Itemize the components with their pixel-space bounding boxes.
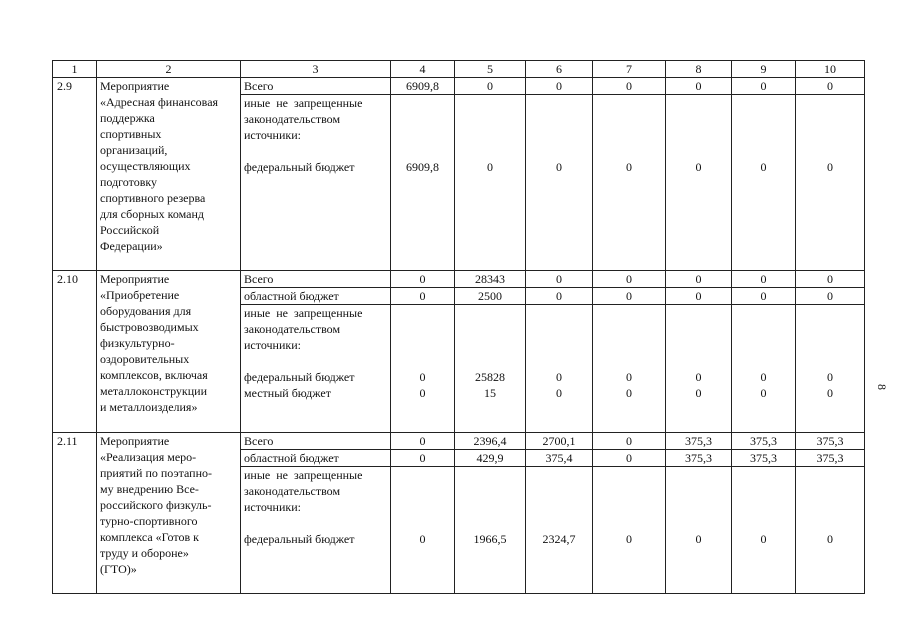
value-cell: 0 [526,78,593,95]
col-header-3: 3 [241,61,391,78]
funding-source-label: иные не запрещенные законодательством источники: федеральный бюджет [241,467,391,594]
value-cell: 2500 [455,288,526,305]
budget-table [52,60,865,594]
value-cell: 25828 15 [455,305,526,433]
col-header-5: 5 [455,61,526,78]
table-row [53,271,865,288]
table-row [53,433,865,450]
value-cell: 0 [732,95,796,271]
value-cell: 6909,8 [391,95,455,271]
value-cell: 2324,7 [526,467,593,594]
value-cell: 0 [391,450,455,467]
value-cell: 6909,8 [391,78,455,95]
value-cell: 0 [732,271,796,288]
value-cell: 0 [732,78,796,95]
table-row [53,78,865,95]
value-cell: 0 [526,288,593,305]
header-row [53,61,865,78]
value-cell: 0 [666,78,732,95]
value-cell: 0 [796,271,865,288]
item-number: 2.11 [53,433,97,594]
value-cell: 0 [666,288,732,305]
funding-source-label: областной бюджет [241,288,391,305]
value-cell: 0 [666,271,732,288]
item-title: Мероприятие «Приобретение оборудования для быстровозводимых физкультурно- оздоровительных комплексов, включая металлоконструкции и металлоизделия» [97,271,241,433]
item-number: 2.9 [53,78,97,271]
value-cell: 0 [593,433,666,450]
value-cell: 375,3 [796,433,865,450]
value-cell: 0 0 [796,305,865,433]
col-header-10: 10 [796,61,865,78]
value-cell: 0 [391,271,455,288]
col-header-6: 6 [526,61,593,78]
funding-source-label: Всего [241,78,391,95]
value-cell: 375,3 [666,450,732,467]
value-cell: 0 [455,95,526,271]
value-cell: 0 [796,288,865,305]
value-cell: 0 [593,450,666,467]
value-cell: 28343 [455,271,526,288]
col-header-9: 9 [732,61,796,78]
value-cell: 429,9 [455,450,526,467]
value-cell: 0 [593,271,666,288]
value-cell: 0 0 [732,305,796,433]
value-cell: 0 0 [526,305,593,433]
value-cell: 375,4 [526,450,593,467]
value-cell: 0 0 [666,305,732,433]
col-header-1: 1 [53,61,97,78]
funding-source-label: иные не запрещенные законодательством источники: федеральный бюджет [241,95,391,271]
value-cell: 0 0 [391,305,455,433]
col-header-2: 2 [97,61,241,78]
value-cell: 0 [593,78,666,95]
col-header-4: 4 [391,61,455,78]
value-cell: 0 [732,288,796,305]
value-cell: 0 [796,467,865,594]
value-cell: 0 [593,288,666,305]
value-cell: 0 [666,95,732,271]
value-cell: 0 [526,95,593,271]
funding-source-label: Всего [241,271,391,288]
value-cell: 375,3 [796,450,865,467]
col-header-7: 7 [593,61,666,78]
col-header-8: 8 [666,61,732,78]
value-cell: 0 [391,288,455,305]
funding-source-label: Всего [241,433,391,450]
value-cell: 2700,1 [526,433,593,450]
value-cell: 0 [796,78,865,95]
value-cell: 0 [666,467,732,594]
value-cell: 0 [526,271,593,288]
value-cell: 0 [593,95,666,271]
value-cell: 375,3 [666,433,732,450]
item-number: 2.10 [53,271,97,433]
value-cell: 0 [455,78,526,95]
value-cell: 0 [391,433,455,450]
value-cell: 375,3 [732,450,796,467]
funding-source-label: иные не запрещенные законодательством источники: федеральный бюджет местный бюджет [241,305,391,433]
page-number: 8 [875,384,889,390]
value-cell: 375,3 [732,433,796,450]
value-cell: 0 [593,467,666,594]
value-cell: 0 [796,95,865,271]
item-title: Мероприятие «Адресная финансовая поддержка спортивных организаций, осуществляющих подготовку спортивного резерва для сборных команд Российской Федерации» [97,78,241,271]
value-cell: 0 0 [593,305,666,433]
item-title: Мероприятие «Реализация меро- приятий по поэтапно- му внедрению Все- российского физкуль- турно-спортивного комплекса «Готов к труду и обороне» (ГТО)» [97,433,241,594]
value-cell: 0 [732,467,796,594]
funding-source-label: областной бюджет [241,450,391,467]
value-cell: 0 [391,467,455,594]
value-cell: 2396,4 [455,433,526,450]
value-cell: 1966,5 [455,467,526,594]
